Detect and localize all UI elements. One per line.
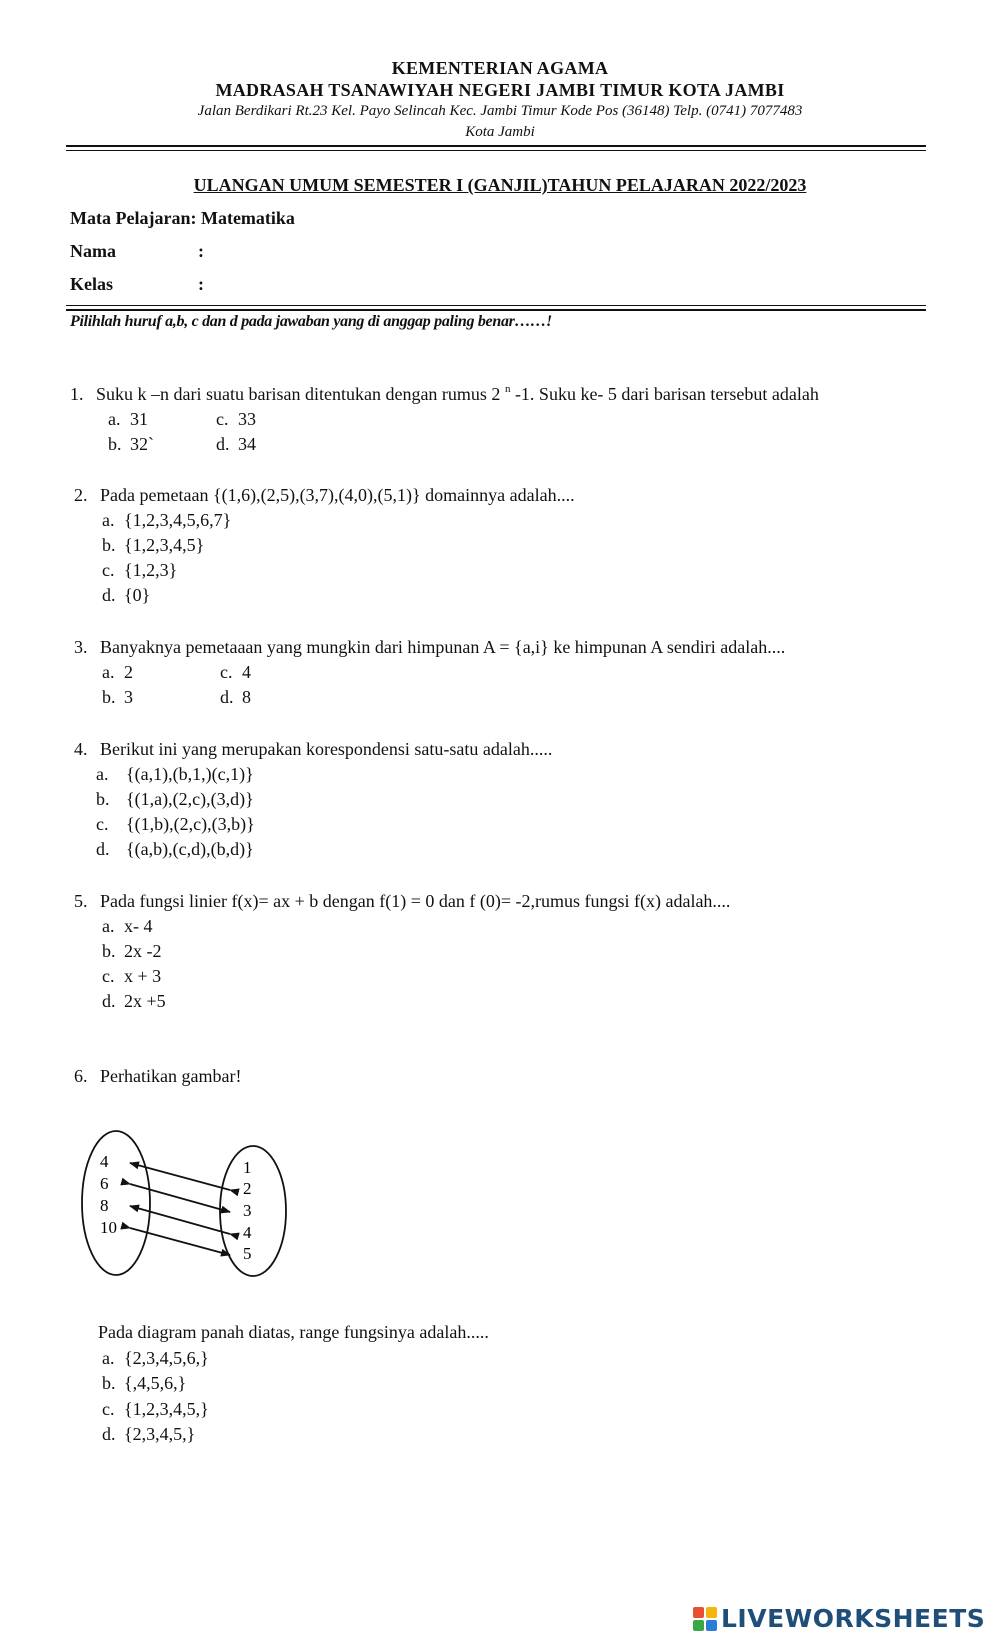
- domain-element: 10: [100, 1218, 117, 1237]
- question-number: 2.: [74, 485, 88, 505]
- option-2b[interactable]: b. {1,2,3,4,5}: [102, 535, 205, 555]
- header-rule-thin: [66, 150, 926, 151]
- ministry-name: KEMENTERIAN AGAMA: [391, 58, 609, 78]
- arrow-4-2: [130, 1163, 230, 1190]
- school-name: MADRASAH TSANAWIYAH NEGERI JAMBI TIMUR KOTA JAMBI: [215, 80, 785, 100]
- option-6d[interactable]: d. {2,3,4,5,}: [102, 1424, 196, 1444]
- question-number: 6.: [74, 1066, 88, 1086]
- option-6a[interactable]: a. {2,3,4,5,6,}: [102, 1348, 209, 1368]
- arrow-6-3: [130, 1184, 230, 1212]
- codomain-element: 1: [243, 1158, 252, 1177]
- option-6b[interactable]: b. {,4,5,6,}: [102, 1373, 187, 1393]
- option-2a[interactable]: a. {1,2,3,4,5,6,7}: [102, 510, 232, 530]
- school-address: Jalan Berdikari Rt.23 Kel. Payo Selincah Kec. Jambi Timur Kode Pos (36148) Telp. (0741) 7077483: [197, 103, 803, 119]
- option-1c[interactable]: c. 33: [216, 409, 256, 429]
- question-2: [74, 485, 575, 506]
- school-city: Kota Jambi: [465, 124, 535, 140]
- question-1: [70, 384, 819, 405]
- option-5c[interactable]: c. x + 3: [102, 966, 162, 986]
- codomain-element: 4: [243, 1223, 252, 1242]
- option-5a[interactable]: a. x- 4: [102, 916, 153, 936]
- question-text: Pada fungsi linier f(x)= ax + b dengan f(1) = 0 dan f (0)= -2,rumus fungsi f(x) adalah....: [100, 891, 731, 911]
- question-number: 4.: [74, 739, 88, 759]
- arrow-8-4: [130, 1206, 230, 1234]
- name-value: :: [198, 241, 204, 261]
- question-number: 1.: [70, 384, 84, 404]
- subject-value: : Matematika: [190, 208, 295, 228]
- option-2d[interactable]: d. {0}: [102, 585, 151, 605]
- class-value: :: [198, 274, 204, 294]
- option-5d[interactable]: d. 2x +5: [102, 991, 166, 1011]
- option-4b[interactable]: b. {(1,a),(2,c),(3,d)}: [96, 789, 254, 809]
- option-4a[interactable]: a. {(a,1),(b,1,)(c,1)}: [96, 764, 254, 784]
- instruction-rule-bottom: [66, 309, 926, 311]
- question-6-subtext: Pada diagram panah diatas, range fungsinya adalah.....: [98, 1322, 489, 1342]
- exponent: n: [504, 383, 511, 395]
- option-5b[interactable]: b. 2x -2: [102, 941, 162, 961]
- instruction-text: Pilihlah huruf a,b, c dan d pada jawaban yang di anggap paling benar……!: [70, 313, 552, 330]
- codomain-element: 5: [243, 1244, 252, 1263]
- domain-element: 4: [100, 1152, 109, 1171]
- name-field: [70, 241, 204, 262]
- option-4d[interactable]: d. {(a,b),(c,d),(b,d)}: [96, 839, 254, 859]
- domain-element: 6: [100, 1174, 109, 1193]
- codomain-element: 3: [243, 1201, 252, 1220]
- option-1d[interactable]: d. 34: [216, 434, 256, 454]
- question-text: Berikut ini yang merupakan korespondensi satu-satu adalah.....: [100, 739, 553, 759]
- question-3: [74, 637, 785, 658]
- codomain-ellipse: [220, 1146, 286, 1276]
- option-3c[interactable]: c. 4: [220, 662, 251, 682]
- liveworksheets-logo[interactable]: [693, 1604, 985, 1633]
- liveworksheets-logo-icon: [693, 1607, 717, 1631]
- question-text: Pada pemetaan {(1,6),(2,5),(3,7),(4,0),(5,1)} domainnya adalah....: [100, 485, 575, 505]
- question-number: 5.: [74, 891, 88, 911]
- question-text-cont: -1. Suku ke- 5 dari barisan tersebut adalah: [510, 384, 819, 404]
- option-3b[interactable]: b. 3: [102, 687, 133, 707]
- liveworksheets-logo-text: LIVEWORKSHEETS: [721, 1604, 986, 1633]
- option-3d[interactable]: d. 8: [220, 687, 251, 707]
- header-rule-thick: [66, 145, 926, 147]
- codomain-element: 2: [243, 1179, 252, 1198]
- option-2c[interactable]: c. {1,2,3}: [102, 560, 178, 580]
- exam-title: ULANGAN UMUM SEMESTER I (GANJIL)TAHUN PELAJARAN 2022/2023: [193, 175, 807, 195]
- option-1b[interactable]: b. 32`: [108, 434, 154, 454]
- question-text: Banyaknya pemetaaan yang mungkin dari himpunan A = {a,i} ke himpunan A sendiri adalah....: [100, 637, 786, 657]
- question-text: Suku k –n dari suatu barisan ditentukan dengan rumus 2: [96, 384, 505, 404]
- question-5: [74, 891, 730, 912]
- domain-ellipse: [82, 1131, 150, 1275]
- option-6c[interactable]: c. {1,2,3,4,5,}: [102, 1399, 209, 1419]
- option-1a[interactable]: a. 31: [108, 409, 148, 429]
- subject-label: Mata Pelajaran: [70, 208, 191, 228]
- class-field: [70, 274, 204, 295]
- question-4: [74, 739, 552, 760]
- option-4c[interactable]: c. {(1,b),(2,c),(3,b)}: [96, 814, 255, 834]
- instruction-rule-top: [66, 305, 926, 306]
- arrow-diagram: [80, 1128, 310, 1278]
- name-label: Nama: [70, 241, 116, 261]
- domain-element: 8: [100, 1196, 109, 1215]
- question-6: [74, 1066, 241, 1087]
- question-number: 3.: [74, 637, 88, 657]
- question-text: Perhatikan gambar!: [100, 1066, 242, 1086]
- option-3a[interactable]: a. 2: [102, 662, 133, 682]
- class-label: Kelas: [70, 274, 113, 294]
- subject-field: [70, 208, 295, 229]
